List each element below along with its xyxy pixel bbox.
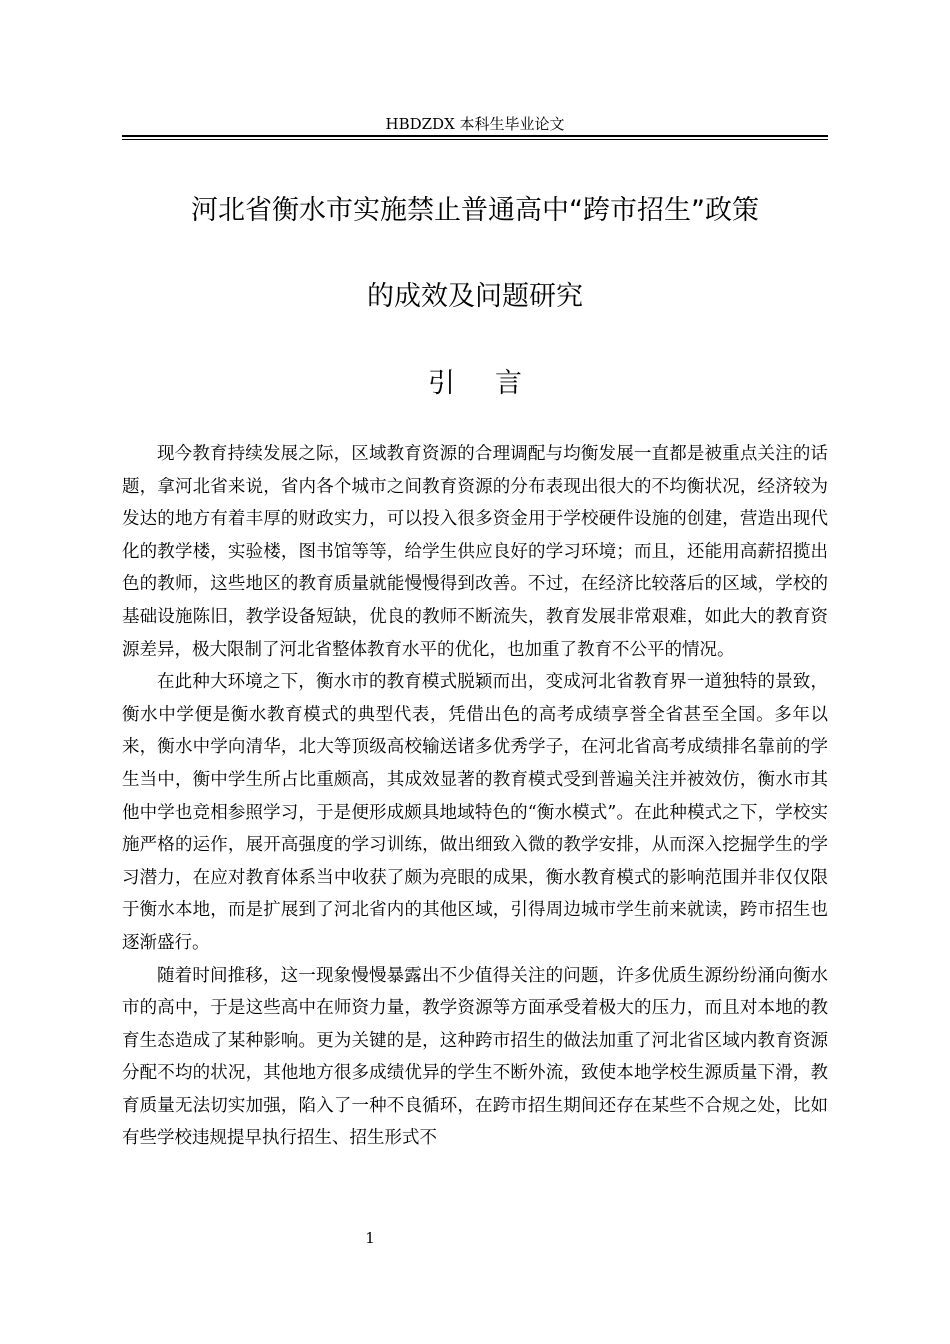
running-header: HBDZDX 本科生毕业论文 [385, 115, 565, 133]
paragraph-1: 现今教育持续发展之际，区域教育资源的合理调配与均衡发展一直都是被重点关注的话题，拿河北省来说，省内各个城市之间教育资源的分布表现出很大的不均衡状况，经济较为发达的地方有着丰厚的财政实力，可以投入很多资金用于学校硬件设施的创建，营造出现代化的教学楼，实验楼，图书馆等等，给学生供应良好的学习环境；而且，还能用高薪招揽出色的教师，这些地区的教育质量就能慢慢得到改善。不过，在经济比较落后的区域，学校的基础设施陈旧，教学设备短缺，优良的教师不断流失，教育发展非常艰难，如此大的教育资源差异，极大限制了河北省整体教育水平的优化，也加重了教育不公平的情况。 [122, 444, 828, 660]
page-number: 1 [365, 1229, 375, 1247]
header-rule-thick [122, 135, 828, 137]
header-rule-thin [122, 139, 828, 140]
thesis-title-line-2: 的成效及问题研究 [367, 281, 583, 312]
section-heading-introduction: 引言 [428, 368, 562, 399]
thesis-title-line-1: 河北省衡水市实施禁止普通高中“跨市招生”政策 [191, 195, 759, 226]
paragraph-3: 随着时间推移，这一现象慢慢暴露出不少值得关注的问题，许多优质生源纷纷涌向衡水市的高中，于是这些高中在师资力量，教学资源等方面承受着极大的压力，而且对本地的教育生态造成了某种影响。更为关键的是，这种跨市招生的做法加重了河北省区域内教育资源分配不均的状况，其他地方很多成绩优异的学生不断外流，致使本地学校生源质量下滑，教育质量无法切实加强，陷入了一种不良循环，在跨市招生期间还存在某些不合规之处，比如有些学校违规提早执行招生、招生形式不 [122, 965, 828, 1149]
body-text [122, 438, 828, 1155]
paragraph-2: 在此种大环境之下，衡水市的教育模式脱颖而出，变成河北省教育界一道独特的景致，衡水中学便是衡水教育模式的典型代表，凭借出色的高考成绩享誉全省甚至全国。多年以来，衡水中学向清华，北大等顶级高校输送诸多优秀学子，在河北省高考成绩排名靠前的学生当中，衡中学生所占比重颇高，其成效显著的教育模式受到普遍关注并被效仿，衡水市其他中学也竞相参照学习，于是便形成颇具地域特色的“衡水模式”。在此种模式之下，学校实施严格的运作，展开高强度的学习训练，做出细致入微的教学安排，从而深入挖掘学生的学习潜力，在应对教育体系当中收获了颇为亮眼的成果，衡水教育模式的影响范围并非仅仅限于衡水本地，而是扩展到了河北省内的其他区域，引得周边城市学生前来就读，跨市招生也逐渐盛行。 [122, 672, 828, 953]
